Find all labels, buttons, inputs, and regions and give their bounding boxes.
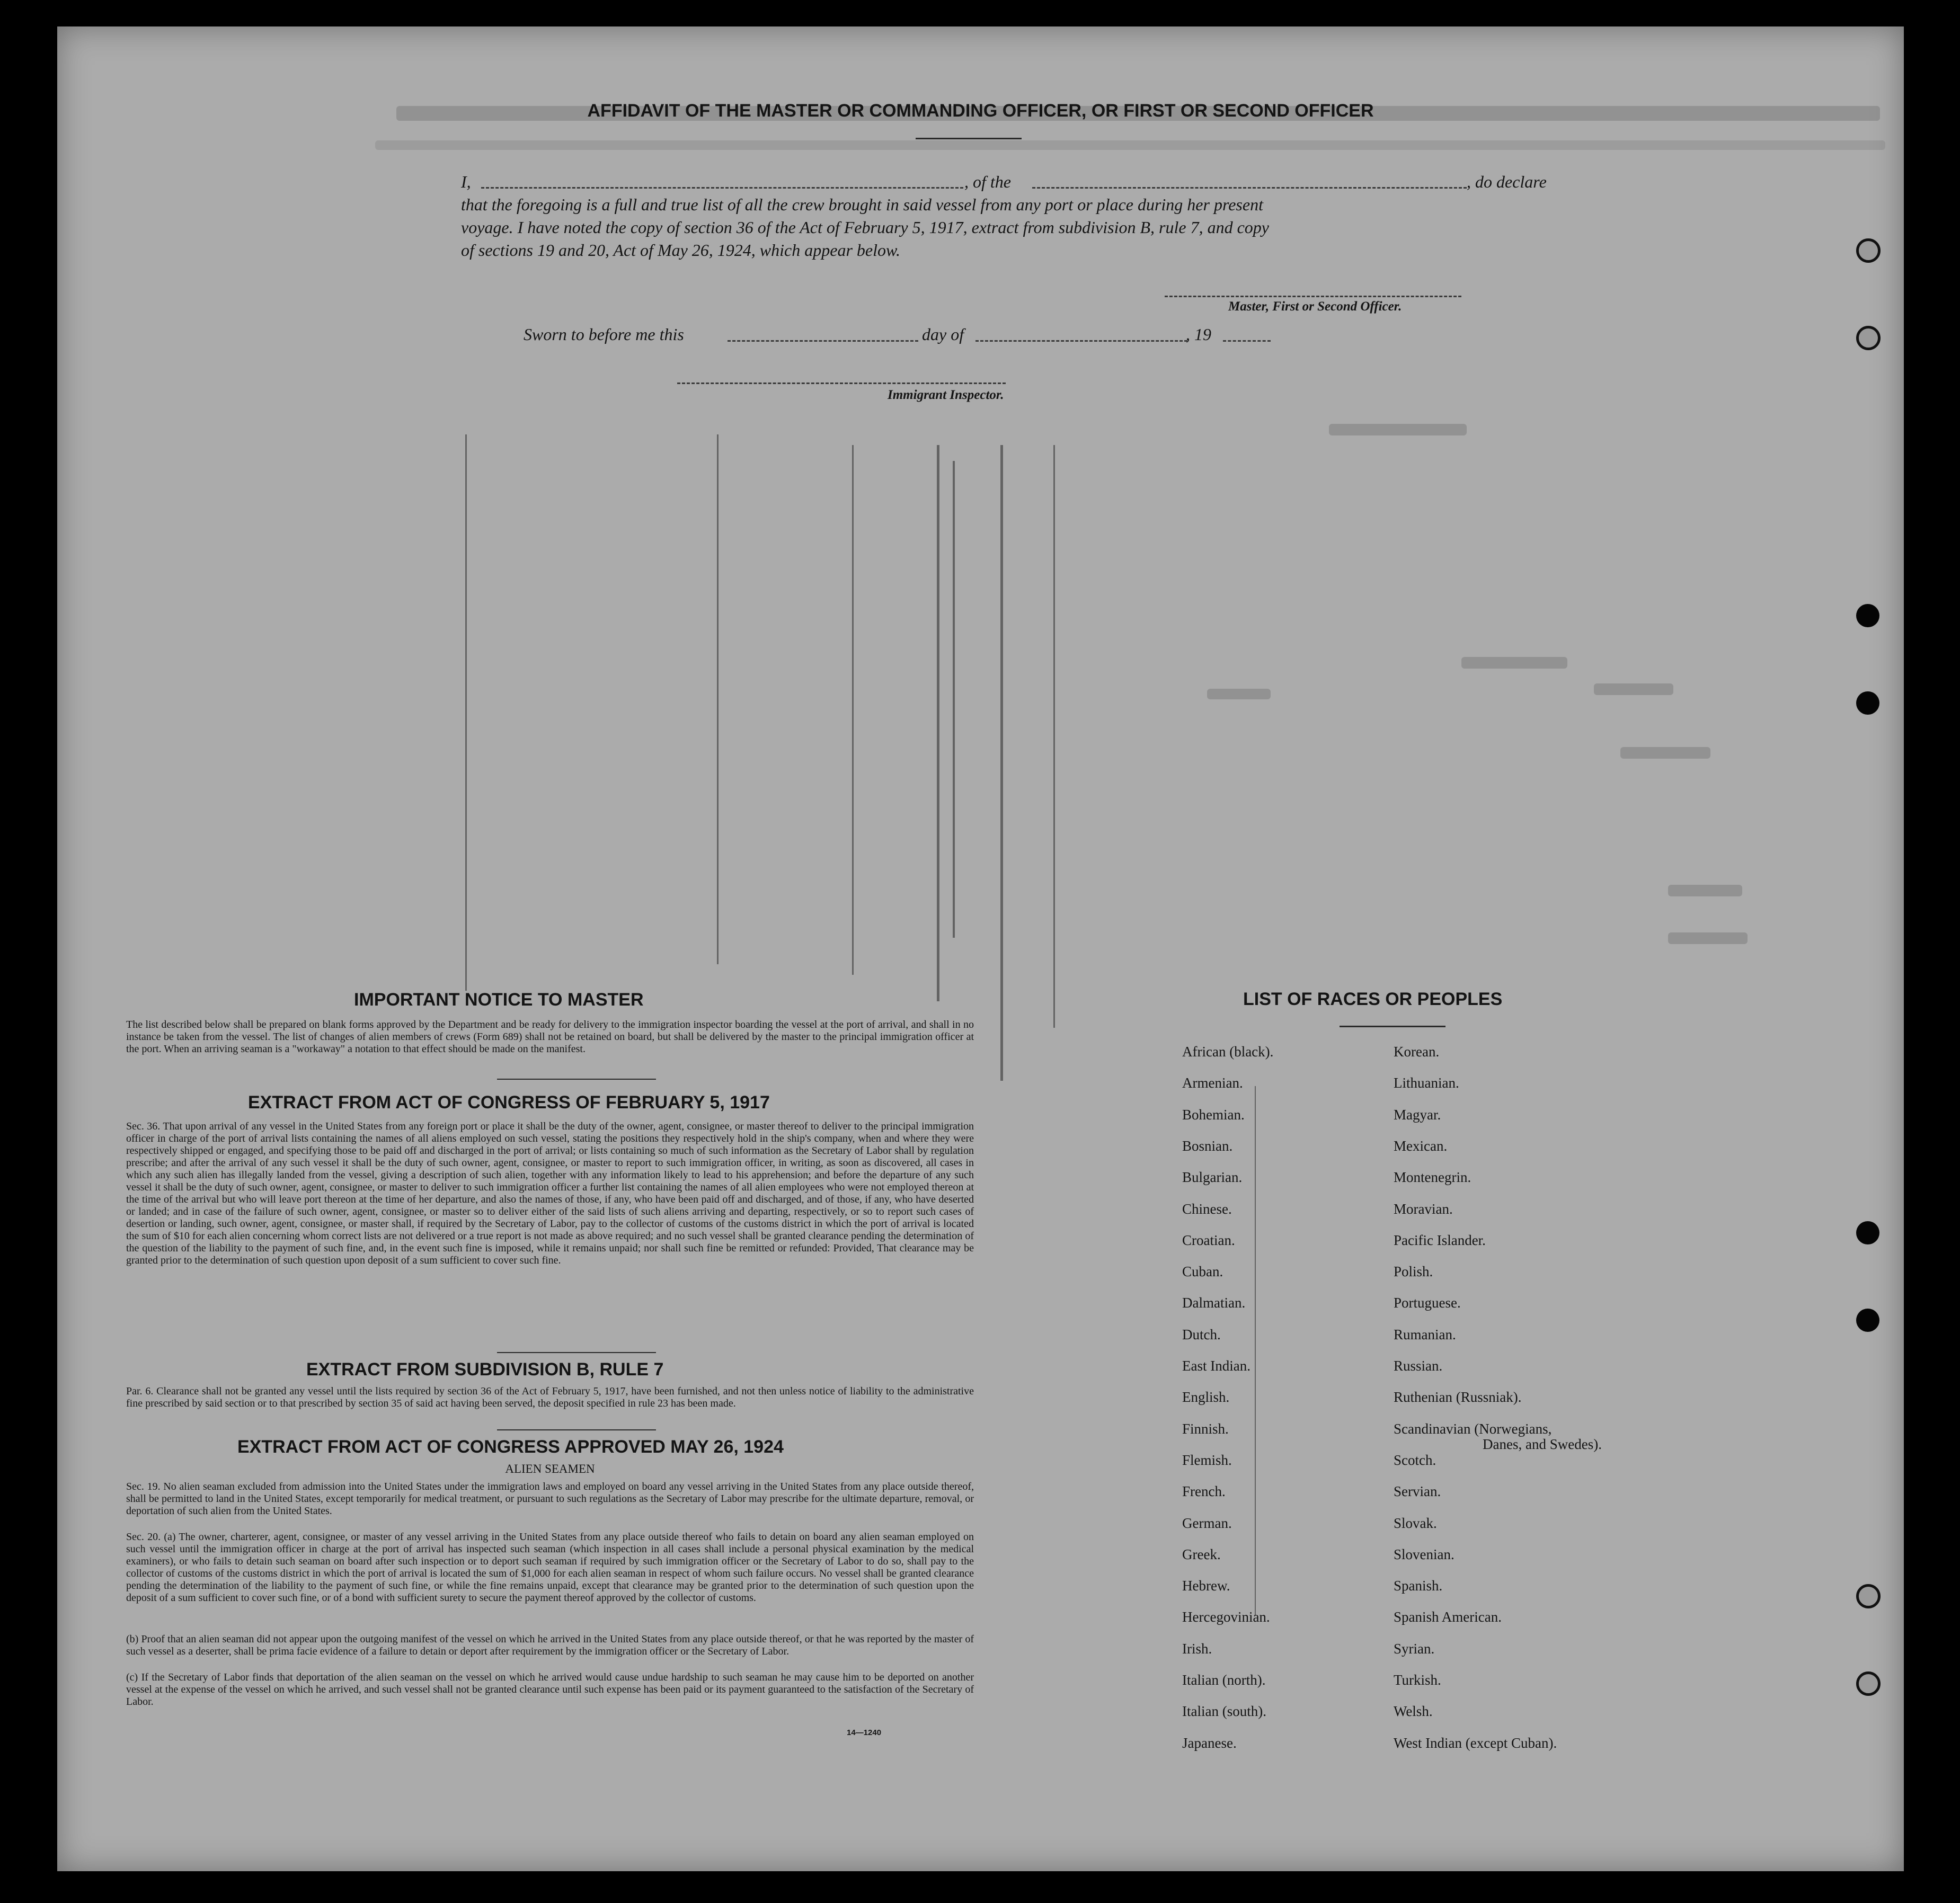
race-item: Ruthenian (Russniak). xyxy=(1394,1389,1522,1406)
affidavit-of-the: , of the xyxy=(964,172,1011,191)
name-blank[interactable] xyxy=(481,187,963,189)
extract-1924-sec19: Sec. 19. No alien seaman excluded from admission into the United States under the immigration laws and employed on board any vessel arriving in the United States from any place outside thereof, shall be permitted to land in the United States, except temporarily for medical treatment, or pursuant to such regulations as the Secretary of Labor may prescribe for the ultimate departure, removal, or deportation of such alien from the United States. xyxy=(126,1481,974,1517)
punch-hole xyxy=(1856,1584,1881,1608)
race-item: German. xyxy=(1182,1515,1232,1531)
column-line xyxy=(717,434,719,964)
extract-1924-sec20c: (c) If the Secretary of Labor finds that deportation of the alien seaman on the vessel on which he arrived would cause undue hardship to such seaman he may cause him to be deported on another vessel at the expense of the vessel on which he arrived, and such vessel shall not be granted clearance until such expense has been paid or its payment guaranteed to the satisfaction of the Secretary of Labor. xyxy=(126,1671,974,1708)
affidavit-i: I, xyxy=(461,172,471,191)
affidavit-do-declare: , do declare xyxy=(1467,172,1547,191)
bleed-through-mark xyxy=(1461,657,1567,669)
document-page xyxy=(57,26,1904,1871)
race-item: Croatian. xyxy=(1182,1232,1235,1248)
race-item: Mexican. xyxy=(1394,1137,1448,1154)
bleed-through-mark xyxy=(1620,747,1710,759)
sworn-day-blank[interactable] xyxy=(728,340,918,342)
race-item: French. xyxy=(1182,1483,1226,1500)
race-item: Scotch. xyxy=(1394,1452,1436,1468)
column-line xyxy=(1000,445,1003,1081)
race-item: Cuban. xyxy=(1182,1264,1223,1280)
notice-title: IMPORTANT NOTICE TO MASTER xyxy=(354,990,644,1010)
race-item: Scandinavian (Norwegians, xyxy=(1394,1420,1552,1437)
extract-1917-title: EXTRACT FROM ACT OF CONGRESS OF FEBRUARY 5, 1917 xyxy=(248,1092,770,1113)
inspector-signature-label: Immigrant Inspector. xyxy=(888,388,1004,402)
extract-1924-title: EXTRACT FROM ACT OF CONGRESS APPROVED MAY 26, 1924 xyxy=(237,1437,784,1457)
race-item: West Indian (except Cuban). xyxy=(1394,1735,1557,1751)
race-item: Bulgarian. xyxy=(1182,1169,1243,1186)
extract-1917-divider xyxy=(497,1352,656,1353)
year-label: , 19 xyxy=(1186,325,1211,344)
notice-divider xyxy=(497,1079,656,1080)
race-item: Syrian. xyxy=(1394,1640,1435,1657)
form-number: 14—1240 xyxy=(847,1728,882,1737)
race-item: Pacific Islander. xyxy=(1394,1232,1486,1248)
alien-seamen-subtitle: ALIEN SEAMEN xyxy=(505,1462,595,1475)
affidavit-title: AFFIDAVIT OF THE MASTER OR COMMANDING OFFICER, OR FIRST OR SECOND OFFICER xyxy=(587,101,1374,121)
punch-hole xyxy=(1856,1309,1879,1332)
races-title: LIST OF RACES OR PEOPLES xyxy=(1243,989,1503,1009)
race-item: Flemish. xyxy=(1182,1452,1232,1468)
race-item: Finnish. xyxy=(1182,1420,1229,1437)
race-item: Korean. xyxy=(1394,1044,1440,1060)
master-signature-blank[interactable] xyxy=(1165,296,1461,297)
race-item: Hercegovinian. xyxy=(1182,1609,1270,1625)
column-line xyxy=(852,445,854,975)
master-signature-label: Master, First or Second Officer. xyxy=(1228,299,1402,314)
race-item: Bohemian. xyxy=(1182,1106,1245,1123)
race-item: Italian (south). xyxy=(1182,1703,1266,1720)
race-item: Italian (north). xyxy=(1182,1672,1266,1688)
race-item: Magyar. xyxy=(1394,1106,1441,1123)
race-item: Greek. xyxy=(1182,1546,1221,1562)
affidavit-line-4: of sections 19 and 20, Act of May 26, 1924, which appear below. xyxy=(461,241,900,260)
race-item: Irish. xyxy=(1182,1640,1212,1657)
column-line xyxy=(937,445,939,1001)
race-item: Servian. xyxy=(1394,1483,1441,1500)
sworn-year-blank[interactable] xyxy=(1223,340,1271,342)
notice-body: The list described below shall be prepared on blank forms approved by the Department and be ready for delivery to the immigration inspector boarding the vessel at the port of arrival, and shall in no instance be taken from the vessel. The list of changes of alien members of crews (Form 689) shall not be retained on board, but shall be delivered by the master to the principal immigration officer at the port. When an arriving seaman is a "workaway" a notation to that effect should be made on the manifest. xyxy=(126,1019,974,1055)
extract-1924-sec20a: Sec. 20. (a) The owner, charterer, agent, consignee, or master of any vessel arriving in the United States from any place outside thereof who fails to detain on board any alien seaman employed on such vessel until the immigration officer in charge at the port of arrival has inspected such seaman (which inspection in all cases shall include a personal physical examination by the medical examiners), or who fails to detain such seaman on board after such inspection or to deport such seaman if required by such immigration officer or the Secretary of Labor to do so, shall pay to the collector of customs of the customs district in which the port of arrival is located the sum of $1,000 for each alien seaman in respect of whom such failure occurs. No vessel shall be granted clearance pending the determination of the liability to the payment of such fine, or while the fine remains unpaid, except that clearance may be granted prior to the determination of such question upon the deposit of a sum sufficient to cover such fine, or of a bond with sufficient surety to secure the payment thereof approved by the collector of customs. xyxy=(126,1531,974,1604)
race-item: Armenian. xyxy=(1182,1075,1243,1091)
race-scandinavian-continued: Danes, and Swedes). xyxy=(1483,1436,1602,1452)
race-item: Slovenian. xyxy=(1394,1546,1455,1562)
race-item: Turkish. xyxy=(1394,1672,1441,1688)
race-item: Montenegrin. xyxy=(1394,1169,1471,1186)
race-item: Bosnian. xyxy=(1182,1137,1233,1154)
extract-1917-body: Sec. 36. That upon arrival of any vessel in the United States from any foreign port or place it shall be the duty of the owner, agent, consignee, or master thereof to deliver to the principal immigration officer in charge of the port of arrival lists containing the names of all aliens employed on such vessel, stating the positions they respectively hold in the ship's company, when and where they were respectively shipped or engaged, and specifying those to be paid off and discharged in the port of arrival; or lists containing so much of such information as the Secretary of Labor shall by regulation prescribe; and after the arrival of any such vessel it shall be the duty of such owner, agent, consignee, or master to report to such immigration officer, in writing, as soon as discovered, all cases in which any such alien has illegally landed from the vessel, giving a description of such alien, together with any information likely to lead to his apprehension; and before the departure of any such vessel it shall be the duty of such owner, agent, consignee, or master to deliver to such immigration officer a further list containing the names of all alien employees who were not employed thereon at the time of the arrival but who will leave port thereon at the time of her departure, and also the names of those, if any, who have been paid off and discharged, and of those, if any, who have deserted or landed; and in case of the failure of such owner, agent, consignee, or master so to deliver either of the said lists of such aliens arriving and departing, respectively, or so to report such cases of desertion or landing, such owner, agent, consignee, or master shall, if required by the Secretary of Labor, pay to the collector of customs of the customs district in which the port of arrival is located the sum of $10 for each alien concerning whom correct lists are not delivered or a true report is not made as above required; and no such vessel shall be granted clearance pending the determination of the question of the liability to the payment of such fine, and, in the event such fine is imposed, while it remains unpaid; nor shall such fine be remitted or refunded: Provided, That clearance may be granted prior to the determination of such question upon deposit of a sum sufficient to cover such fine. xyxy=(126,1121,974,1266)
column-line xyxy=(1255,1086,1256,1616)
race-item: Lithuanian. xyxy=(1394,1075,1459,1091)
race-item: African (black). xyxy=(1182,1044,1274,1060)
race-item: Moravian. xyxy=(1394,1201,1453,1217)
inspector-signature-blank[interactable] xyxy=(677,383,1006,384)
punch-hole xyxy=(1856,691,1879,715)
vessel-blank[interactable] xyxy=(1032,187,1467,189)
sworn-label: Sworn to before me this xyxy=(524,325,684,344)
extract-rule7-title: EXTRACT FROM SUBDIVISION B, RULE 7 xyxy=(306,1359,664,1380)
punch-hole xyxy=(1856,1221,1879,1244)
race-item: English. xyxy=(1182,1389,1230,1406)
extract-rule7-divider xyxy=(497,1429,656,1430)
punch-hole xyxy=(1856,326,1881,350)
race-item: Japanese. xyxy=(1182,1735,1237,1751)
bleed-through-mark xyxy=(1668,885,1742,896)
affidavit-line-3: voyage. I have noted the copy of section 36 of the Act of February 5, 1917, extract from subdivision B, rule 7, and copy xyxy=(461,218,1269,237)
races-title-underline xyxy=(1340,1026,1445,1027)
bleed-through-mark xyxy=(1668,932,1748,944)
sworn-month-blank[interactable] xyxy=(975,340,1187,342)
race-item: Chinese. xyxy=(1182,1201,1232,1217)
race-item: Rumanian. xyxy=(1394,1326,1456,1342)
race-item: Spanish American. xyxy=(1394,1609,1502,1625)
extract-1924-sec20b: (b) Proof that an alien seaman did not appear upon the outgoing manifest of the vessel on which he arrived in the United States from any place outside thereof, or that he was reported by the master of such vessel as a deserter, shall be prima facie evidence of a failure to detain or deport after requirement by the immigration officer or the Secretary of Labor. xyxy=(126,1633,974,1657)
column-line xyxy=(1053,445,1055,1028)
race-item: Dutch. xyxy=(1182,1326,1221,1342)
race-item: Welsh. xyxy=(1394,1703,1433,1720)
bleed-through-line xyxy=(375,140,1885,150)
race-item: Portuguese. xyxy=(1394,1295,1461,1311)
column-line xyxy=(465,434,467,991)
punch-hole xyxy=(1856,604,1879,627)
bleed-through-mark xyxy=(1207,689,1271,699)
race-item: Polish. xyxy=(1394,1264,1433,1280)
race-item: Dalmatian. xyxy=(1182,1295,1246,1311)
race-item: Russian. xyxy=(1394,1358,1443,1374)
race-item: Spanish. xyxy=(1394,1578,1443,1594)
race-item: Hebrew. xyxy=(1182,1578,1230,1594)
race-item: East Indian. xyxy=(1182,1358,1251,1374)
extract-rule7-body: Par. 6. Clearance shall not be granted any vessel until the lists required by section 36 of the Act of February 5, 1917, have been furnished, and not then unless notice of liability to the administrative fine prescribed by said section or to that prescribed by section 35 of said act having been served, the deposit specified in rule 23 has been made. xyxy=(126,1385,974,1409)
punch-hole xyxy=(1856,238,1881,263)
title-underline xyxy=(916,138,1022,139)
day-of-label: day of xyxy=(922,325,964,344)
column-line xyxy=(953,461,955,938)
affidavit-line-2: that the foregoing is a full and true list of all the crew brought in said vessel from any port or place during her present xyxy=(461,195,1263,214)
bleed-through-mark xyxy=(1594,683,1673,695)
punch-hole xyxy=(1856,1671,1881,1696)
bleed-through-mark xyxy=(1329,424,1467,435)
race-item: Slovak. xyxy=(1394,1515,1437,1531)
